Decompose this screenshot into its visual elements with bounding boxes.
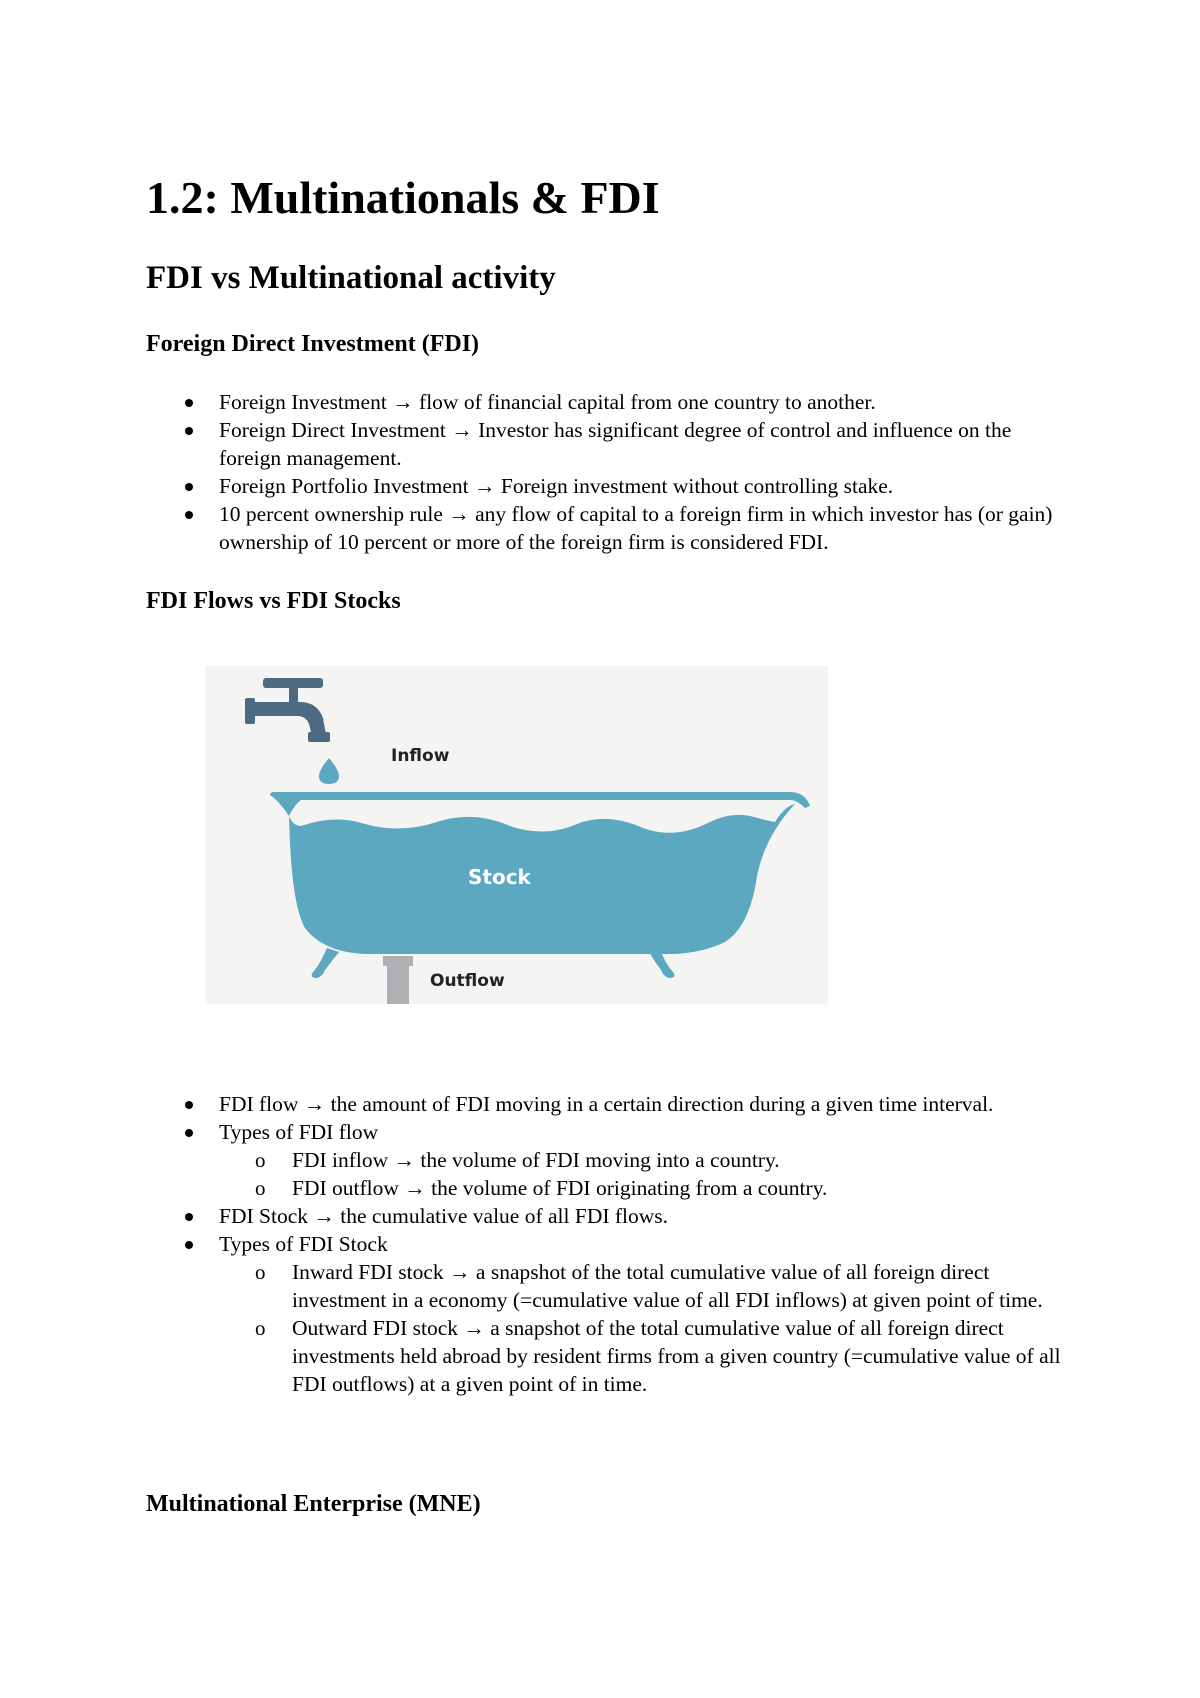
list-item-text: Foreign Direct Investment → Investor has significant degree of control and influence on the foreign management. <box>219 418 1012 470</box>
sublist-item <box>219 1314 1076 1398</box>
list-item <box>146 416 1076 472</box>
bathtub-illustration <box>205 666 828 1004</box>
circle-bullet-icon: o <box>255 1260 266 1284</box>
bullet-icon <box>185 399 193 407</box>
list-item-text: FDI flow → the amount of FDI moving in a certain direction during a given time interval. <box>219 1092 994 1116</box>
section-heading-fdi-vs-multinational: FDI vs Multinational activity <box>146 260 556 296</box>
list-item <box>146 388 1076 416</box>
list-item <box>146 1118 1076 1202</box>
bullet-icon <box>185 1129 193 1137</box>
sublist-item <box>219 1146 1076 1174</box>
flow-types-sublist <box>219 1146 1076 1202</box>
page-title: 1.2: Multinationals & FDI <box>146 172 660 223</box>
bullet-icon <box>185 1241 193 1249</box>
bullet-icon <box>185 427 193 435</box>
sublist-item-text: FDI inflow → the volume of FDI moving into a country. <box>292 1148 780 1172</box>
subheading-flows-vs-stocks: FDI Flows vs FDI Stocks <box>146 588 401 614</box>
drain-cap-icon <box>383 956 413 966</box>
bathtub-figure <box>205 666 828 1004</box>
list-item-text: Foreign Portfolio Investment → Foreign investment without controlling stake. <box>219 474 894 498</box>
sublist-item-text: Outward FDI stock → a snapshot of the total cumulative value of all foreign direct investments held abroad by resident firms from a given country (=cumulative value of all FDI outflows) at a given point of in time. <box>292 1316 1061 1396</box>
bullet-icon <box>185 483 193 491</box>
list-item-text: 10 percent ownership rule → any flow of capital to a foreign firm in which investor has (or gain) ownership of 10 percent or more of the foreign firm is considered FDI. <box>219 502 1053 554</box>
bullet-icon <box>185 511 193 519</box>
list-item <box>146 500 1076 556</box>
sublist-item-text: Inward FDI stock → a snapshot of the total cumulative value of all foreign direct investment in a economy (=cumulative value of all FDI inflows) at given point of time. <box>292 1260 1043 1312</box>
sublist-item-text: FDI outflow → the volume of FDI originating from a country. <box>292 1176 828 1200</box>
outflow-label: Outflow <box>430 971 505 991</box>
inflow-label: Inflow <box>391 746 450 766</box>
subheading-mne: Multinational Enterprise (MNE) <box>146 1491 481 1517</box>
list-item <box>146 1090 1076 1118</box>
circle-bullet-icon: o <box>255 1176 266 1200</box>
circle-bullet-icon: o <box>255 1316 266 1340</box>
circle-bullet-icon: o <box>255 1148 266 1172</box>
list-item-text: Types of FDI Stock <box>219 1232 388 1256</box>
list-item <box>146 472 1076 500</box>
subheading-fdi: Foreign Direct Investment (FDI) <box>146 331 480 357</box>
fdi-definitions-list <box>146 388 1076 556</box>
fdi-flow-stock-list <box>146 1090 1076 1398</box>
list-item-text: Foreign Investment → flow of financial capital from one country to another. <box>219 390 876 414</box>
bullet-icon <box>185 1213 193 1221</box>
bullet-icon <box>185 1101 193 1109</box>
stock-types-sublist <box>219 1258 1076 1398</box>
list-item <box>146 1202 1076 1230</box>
sublist-item <box>219 1258 1076 1314</box>
list-item <box>146 1230 1076 1398</box>
list-item-text: FDI Stock → the cumulative value of all FDI flows. <box>219 1204 669 1228</box>
sublist-item <box>219 1174 1076 1202</box>
stock-label: Stock <box>468 865 531 889</box>
list-item-text: Types of FDI flow <box>219 1120 379 1144</box>
